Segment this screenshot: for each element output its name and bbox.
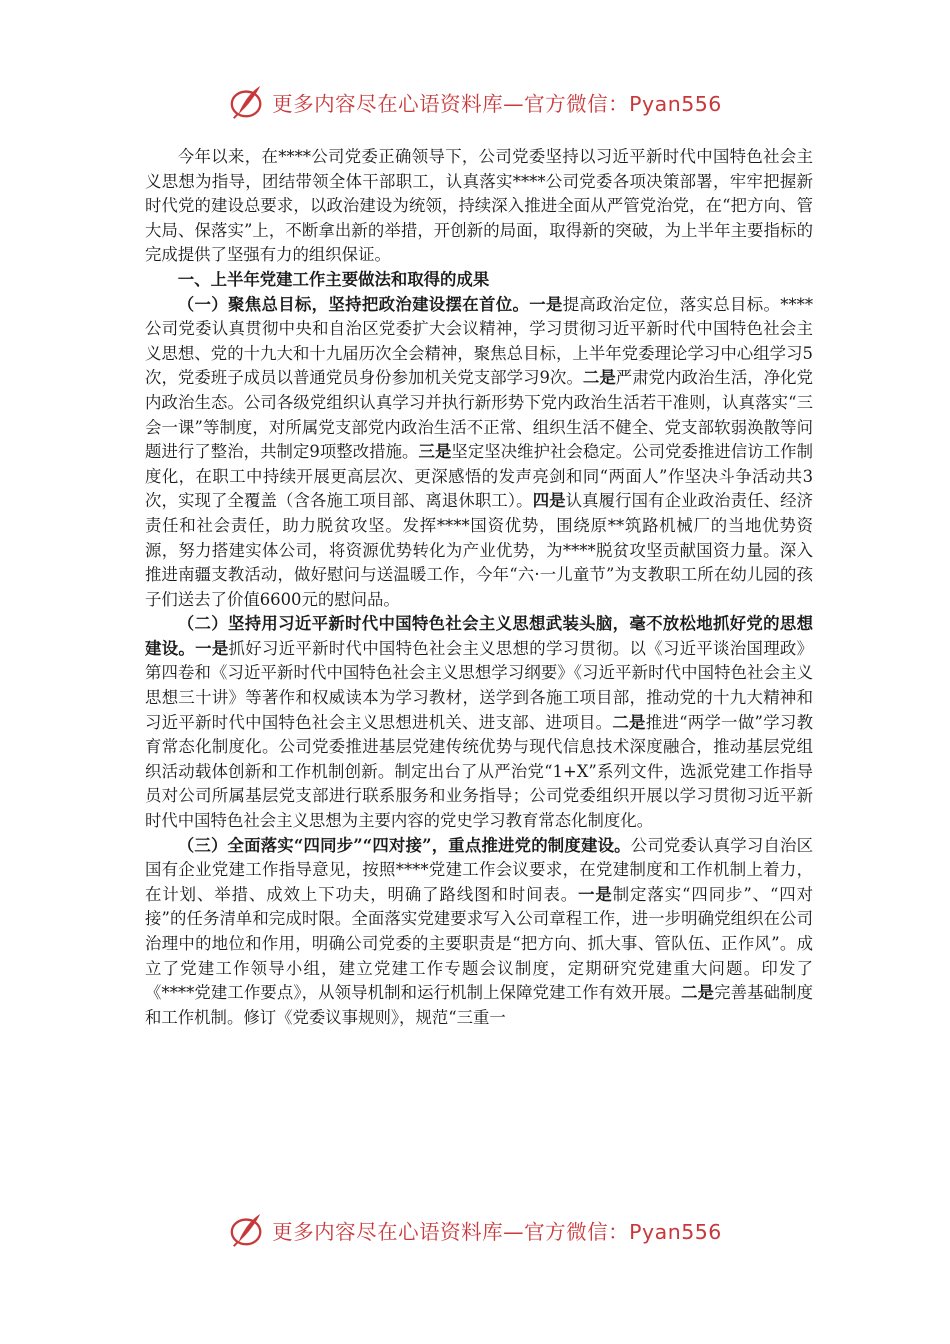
footer-banner-text: 更多内容尽在心语资料库—官方微信：Pyan556	[272, 1220, 722, 1244]
paragraph-political-construction	[145, 293, 813, 613]
quill-pen-logo-icon	[228, 83, 266, 121]
body-text: 认真履行国有企业政治责任、经济责任和社会责任，助力脱贫攻坚。发挥****国资优势，围绕原**筑路机械厂的当地优势资源，努力搭建实体公司，将资源优势转化为产业优势，为****脱贫攻坚贡献国资力量。深入推进南疆支教活动，做好慰问与送温暖工作，今年“六·一儿童节”为支教职工所在幼儿园的孩子们送去了价值6600元的慰问品。	[145, 491, 814, 609]
intro-paragraph: 今年以来，在****公司党委正确领导下，公司党委坚持以习近平新时代中国特色社会主义思想为指导，团结带领全体干部职工，认真落实****公司党委各项决策部署，牢牢把握新时代党的建设总要求，以政治建设为统领，持续深入推进全面从严管党治党，在“把方向、管大局、保落实”上，不断拿出新的举措，开创新的局面，取得新的突破，为上半年主要指标的完成提供了坚强有力的组织保证。	[145, 147, 813, 265]
footer-banner	[0, 1208, 950, 1252]
keyword: 一是	[529, 294, 563, 314]
section-heading	[145, 268, 813, 293]
subsection-title: （一）聚焦总目标，坚持把政治建设摆在首位。	[177, 294, 530, 314]
body-text: 完善基础制度和工作机制。修订《党委议事规则》，规范“三重一	[145, 983, 814, 1027]
header-banner	[0, 80, 950, 124]
subsection-title: （三）全面落实“四同步”“四对接”，重点推进党的制度建设。	[177, 835, 631, 855]
header-banner-text: 更多内容尽在心语资料库—官方微信：Pyan556	[272, 92, 722, 116]
keyword: 一是	[195, 638, 229, 658]
paragraph-ideological-construction	[145, 612, 813, 833]
document-body	[145, 145, 813, 1030]
keyword: 三是	[418, 442, 452, 462]
body-text: 抓好习近平新时代中国特色社会主义思想的学习贯彻。以《习近平谈治国理政》第四卷和《习近平新时代中国特色社会主义思想学习纲要》《习近平新时代中国特色社会主义思想三十讲》等著作和权威读本为学习教材，送学到各施工项目部，推动党的十九大精神和习近平新时代中国特色社会主义思想进机关、进支部、进项目。	[145, 638, 814, 732]
keyword: 二是	[681, 983, 715, 1003]
keyword: 二是	[612, 712, 646, 732]
quill-pen-logo-icon	[228, 1211, 266, 1249]
section-heading-text: 一、上半年党建工作主要做法和取得的成果	[177, 269, 490, 289]
keyword: 二是	[582, 368, 616, 388]
body-text: 提高政治定位，落实总目标。****公司党委认真贯彻中央和自治区党委扩大会议精神，学习贯彻习近平新时代中国特色社会主义思想、党的十九大和十九届历次全会精神，聚焦总目标，上半年党委理论学习中心组学习5次，党委班子成员以普通党员身份参加机关党支部学习9次。	[145, 294, 814, 388]
body-text: 推进“两学一做”学习教育常态化制度化。公司党委推进基层党建传统优势与现代信息技术深度融合，推动基层党组织活动载体创新和工作机制创新。制定出台了从严治党“1+X”系列文件，选派党建工作指导员对公司所属基层党支部进行联系服务和业务指导；公司党委组织开展以学习贯彻习近平新时代中国特色社会主义思想为主要内容的党史学习教育常态化制度化。	[145, 712, 814, 831]
keyword: 四是	[532, 491, 566, 511]
subsection-title: （二）坚持用习近平新时代中国特色社会主义思想武装头脑，毫不放松地抓好党的思想建设。	[145, 614, 813, 658]
body-text: 坚定坚决维护社会稳定。公司党委推进信访工作制度化，在职工中持续开展更高层次、更深感悟的发声亮剑和同“两面人”作坚决斗争活动共3次，实现了全覆盖（含各施工项目部、离退休职工）。	[145, 442, 814, 511]
paragraph-institutional-construction	[145, 834, 813, 1031]
keyword: 一是	[578, 884, 613, 904]
body-text: 制定落实“四同步”、“四对接”的任务清单和完成时限。全面落实党建要求写入公司章程工作，进一步明确党组织在公司治理中的地位和作用，明确公司党委的主要职责是“把方向、抓大事、管队伍、正作风”。成立了党建工作领导小组，建立党建工作专题会议制度，定期研究党建重大问题。印发了《****党建工作要点》，从领导机制和运行机制上保障党建工作有效开展。	[145, 884, 814, 1003]
body-text: 公司党委认真学习自治区国有企业党建工作指导意见，按照****党建工作会议要求，在党建制度和工作机制上着力，在计划、举措、成效上下功夫，明确了路线图和时间表。	[145, 835, 813, 904]
body-text: 严肃党内政治生活，净化党内政治生态。公司各级党组织认真学习并执行新形势下党内政治生活若干准则，认真落实“三会一课”等制度，对所属党支部党内政治生活不正常、组织生活不健全、党支部软弱涣散等问题进行了整治，共制定9项整改措施。	[145, 368, 814, 462]
